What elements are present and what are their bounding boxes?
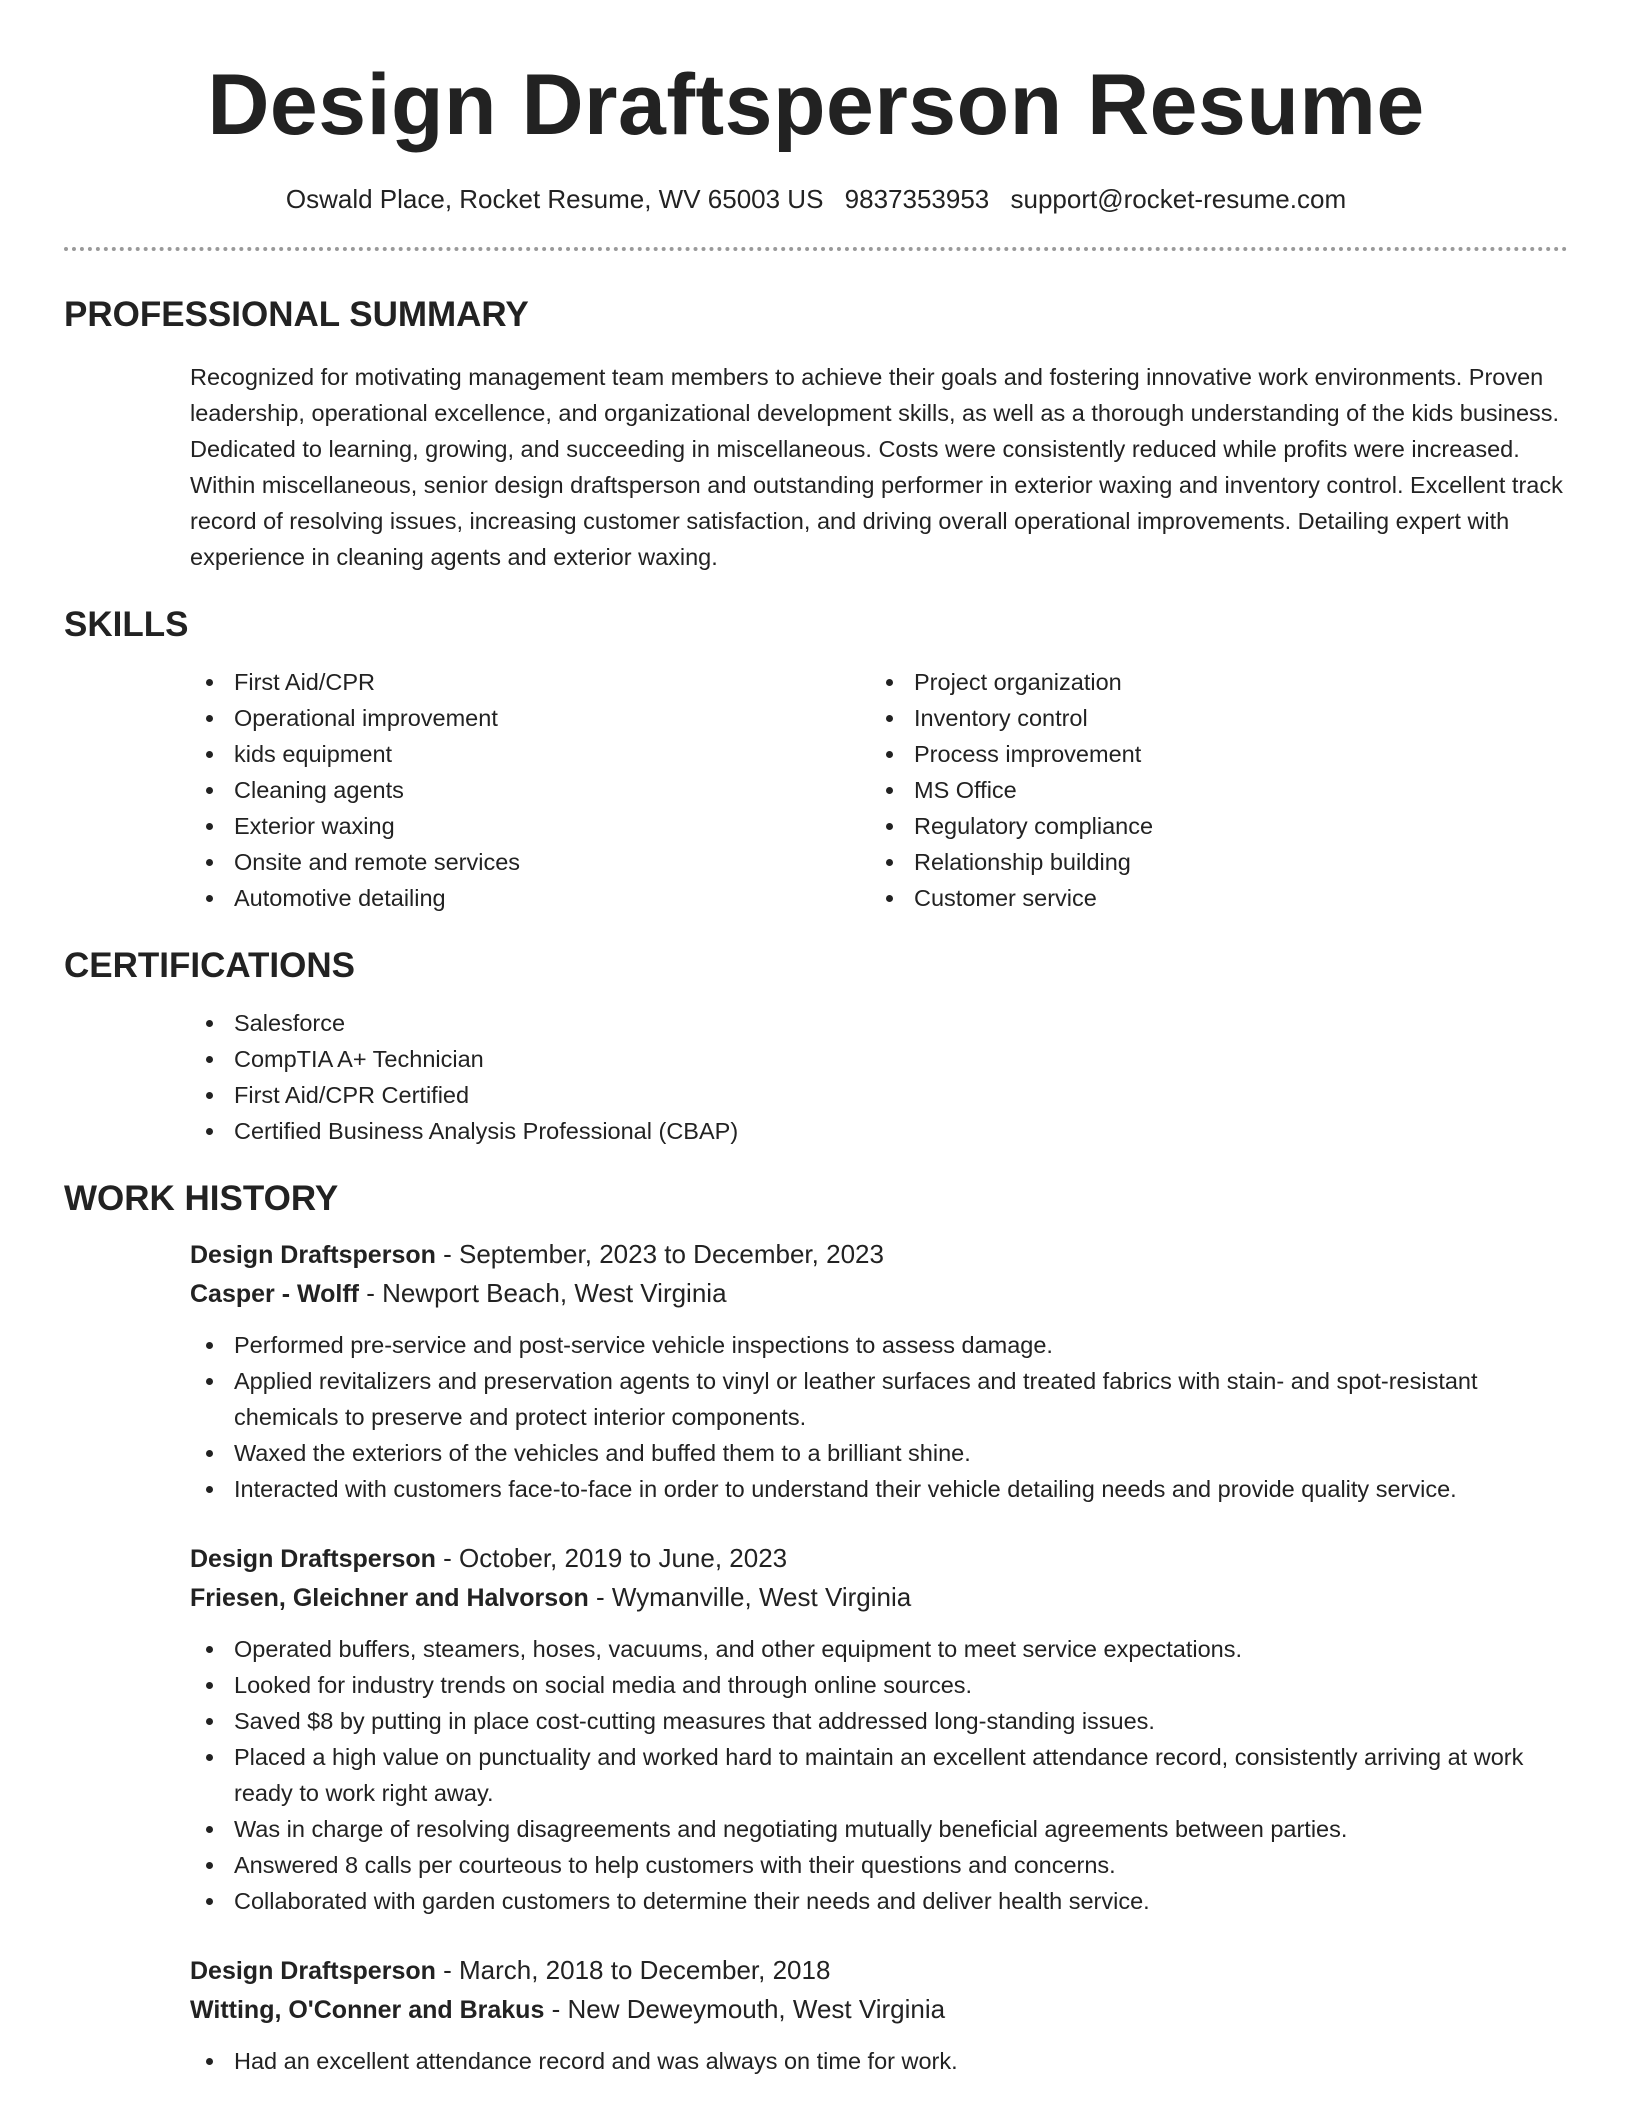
certification-item: Salesforce: [190, 1005, 1568, 1041]
job-entry: [190, 1951, 1568, 2079]
job-company-line: [190, 1274, 1568, 1313]
job-duty: Saved $8 by putting in place cost-cutting measures that addressed long-standing issues.: [190, 1703, 1568, 1739]
job-company: Witting, O'Conner and Brakus: [190, 1996, 545, 2024]
section-heading: PROFESSIONAL SUMMARY: [64, 295, 529, 334]
skill-item: Customer service: [870, 880, 1550, 916]
job-duty: Applied revitalizers and preservation agents to vinyl or leather surfaces and treated fabrics with stain- and spot-resistant chemicals to preserve and protect interior components.: [190, 1363, 1568, 1435]
certifications-list: [190, 1005, 1568, 1149]
job-title: Design Draftsperson: [190, 1957, 436, 1985]
contact-phone: 9837353953: [844, 184, 990, 214]
certification-item: First Aid/CPR Certified: [190, 1077, 1568, 1113]
section-heading: SKILLS: [64, 605, 189, 644]
job-duty: Looked for industry trends on social media and through online sources.: [190, 1667, 1568, 1703]
skill-item: Project organization: [870, 664, 1550, 700]
skills-list-right: [870, 664, 1550, 916]
job-title-line: [190, 1539, 1568, 1578]
job-company: Friesen, Gleichner and Halvorson: [190, 1584, 589, 1612]
job-duty: Answered 8 calls per courteous to help customers with their questions and concerns.: [190, 1847, 1568, 1883]
job-duties-list: [190, 2043, 1568, 2079]
resume-title: Design Draftsperson Resume: [207, 57, 1425, 153]
job-location: - Wymanville, West Virginia: [588, 1582, 912, 1612]
job-title: Design Draftsperson: [190, 1241, 436, 1269]
contact-address: Oswald Place, Rocket Resume, WV 65003 US: [285, 184, 824, 214]
skill-item: Exterior waxing: [190, 808, 870, 844]
skill-item: Operational improvement: [190, 700, 870, 736]
certification-item: CompTIA A+ Technician: [190, 1041, 1568, 1077]
job-duties-list: [190, 1631, 1568, 1919]
skill-item: kids equipment: [190, 736, 870, 772]
job-duty: Performed pre-service and post-service vehicle inspections to assess damage.: [190, 1327, 1568, 1363]
section-heading: CERTIFICATIONS: [64, 946, 356, 985]
skill-item: First Aid/CPR: [190, 664, 870, 700]
section-heading: WORK HISTORY: [64, 1179, 339, 1218]
skills-list-left: [190, 664, 870, 916]
section-professional-summary: [64, 293, 1568, 575]
skill-item: Process improvement: [870, 736, 1550, 772]
skill-item: Cleaning agents: [190, 772, 870, 808]
job-title: Design Draftsperson: [190, 1545, 436, 1573]
job-location: - New Deweymouth, West Virginia: [544, 1994, 946, 2024]
skill-item: Automotive detailing: [190, 880, 870, 916]
job-duty: Placed a high value on punctuality and worked hard to maintain an excellent attendance record, consistently arriving at work ready to work right away.: [190, 1739, 1568, 1811]
job-duty: Operated buffers, steamers, hoses, vacuums, and other equipment to meet service expectations.: [190, 1631, 1568, 1667]
skill-item: Relationship building: [870, 844, 1550, 880]
job-company: Casper - Wolff: [190, 1280, 359, 1308]
summary-text: Recognized for motivating management team members to achieve their goals and fostering innovative work environments. Proven leadership, operational excellence, and organizational development skills, as well as a thorough understanding of the kids business. Dedicated to learning, growing, and succeeding in miscellaneous. Costs were consistently reduced while profits were increased. Within miscellaneous, senior design draftsperson and outstanding performer in exterior waxing and inventory control. Excellent track record of resolving issues, increasing customer satisfaction, and driving overall operational improvements. Detailing expert with experience in cleaning agents and exterior waxing.: [190, 364, 1563, 570]
job-dates: - March, 2018 to December, 2018: [435, 1955, 831, 1985]
skill-item: Inventory control: [870, 700, 1550, 736]
job-duty: Interacted with customers face-to-face in order to understand their vehicle detailing needs and provide quality service.: [190, 1471, 1568, 1507]
job-duties-list: [190, 1327, 1568, 1507]
job-duty: Was in charge of resolving disagreements and negotiating mutually beneficial agreements between parties.: [190, 1811, 1568, 1847]
contact-line: [64, 182, 1568, 216]
job-title-line: [190, 1951, 1568, 1990]
job-location: - Newport Beach, West Virginia: [359, 1278, 727, 1308]
job-dates: - September, 2023 to December, 2023: [435, 1239, 884, 1269]
section-skills: [64, 603, 1568, 916]
skill-item: Regulatory compliance: [870, 808, 1550, 844]
job-entry: [190, 1235, 1568, 1507]
job-company-line: [190, 1578, 1568, 1617]
job-duty: Waxed the exteriors of the vehicles and buffed them to a brilliant shine.: [190, 1435, 1568, 1471]
job-title-line: [190, 1235, 1568, 1274]
job-duty: Had an excellent attendance record and was always on time for work.: [190, 2043, 1568, 2079]
header-divider: [64, 247, 1568, 251]
contact-email: support@rocket-resume.com: [1010, 184, 1347, 214]
job-duty: Collaborated with garden customers to determine their needs and deliver health service.: [190, 1883, 1568, 1919]
skill-item: MS Office: [870, 772, 1550, 808]
section-work-history: [64, 1177, 1568, 2079]
skills-grid: [190, 664, 1568, 916]
job-company-line: [190, 1990, 1568, 2029]
certification-item: Certified Business Analysis Professional (CBAP): [190, 1113, 1568, 1149]
job-dates: - October, 2019 to June, 2023: [435, 1543, 788, 1573]
skill-item: Onsite and remote services: [190, 844, 870, 880]
section-certifications: [64, 944, 1568, 1149]
job-entry: [190, 1539, 1568, 1919]
